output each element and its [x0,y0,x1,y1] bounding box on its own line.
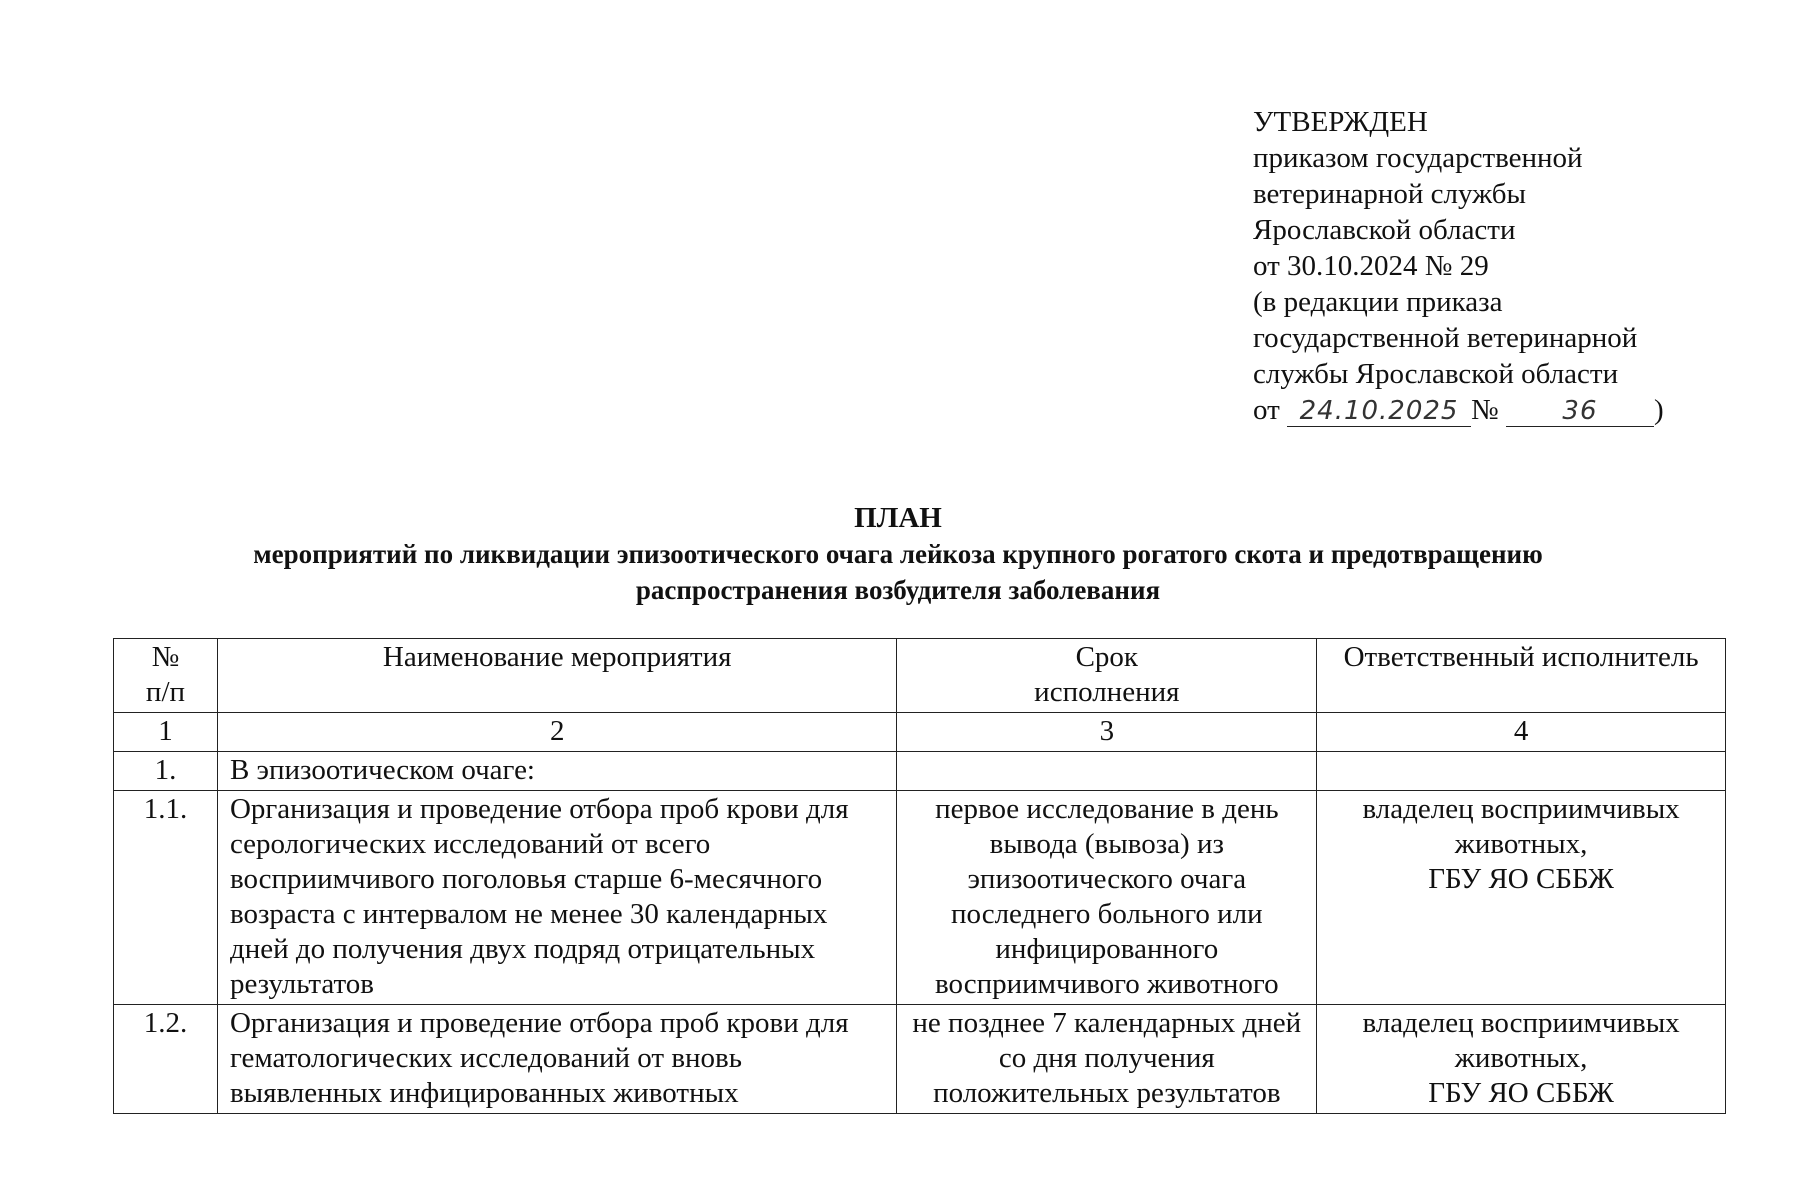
header-number [114,639,218,713]
document-subtitle-line2: распространения возбудителя заболевания [635,575,1161,605]
approval-stamp-block [1253,104,1713,428]
row-responsible [1317,1005,1726,1114]
row-activity: Организация и проведение отбора проб крови для гематологических исследований от вновь выявленных инфицированных животных [217,1005,896,1114]
responsible-line1: владелец восприимчивых животных, [1362,1007,1680,1074]
approval-line: (в редакции приказа [1253,286,1503,318]
from-prefix: от [1253,394,1280,426]
approval-line: Ярославской области [1253,214,1516,246]
document-subtitle-line1: мероприятий по ликвидации эпизоотического очага лейкоза крупного рогатого скота и предотвращению [253,539,1543,569]
table-row [114,1005,1726,1114]
row-responsible [1317,791,1726,1005]
document-title: ПЛАН [854,502,942,534]
row-activity: Организация и проведение отбора проб крови для серологических исследований от всего восприимчивого поголовья старше 6-месячного возраста с интервалом не менее 30 календарных дней до получения двух подряд отрицательных результатов [217,791,896,1005]
approval-order-date: от 30.10.2024 № 29 [1253,250,1489,282]
row-number: 1. [114,752,218,791]
row-responsible [1317,752,1726,791]
column-number: 1 [114,713,218,752]
row-deadline: не позднее 7 календарных дней со дня получения положительных результатов [897,1005,1317,1114]
header-deadline-line1: Срок [1075,641,1139,673]
header-number-line2: п/п [145,676,186,708]
header-deadline-line2: исполнения [1034,676,1180,708]
closing-paren: ) [1653,394,1664,426]
approval-line: ветеринарной службы [1253,178,1526,210]
table-row [114,791,1726,1005]
table-row [114,752,1726,791]
column-number: 3 [897,713,1317,752]
header-deadline [897,639,1317,713]
responsible-line1: владелец восприимчивых животных, [1362,793,1680,860]
column-number: 4 [1317,713,1726,752]
header-activity: Наименование мероприятия [217,639,896,713]
handwritten-number: 36 [1506,396,1654,427]
handwritten-date: 24.10.2025 [1287,396,1471,427]
column-number-row [114,713,1726,752]
number-sign: № [1471,394,1499,426]
header-responsible: Ответственный исполнитель [1317,639,1726,713]
row-number: 1.2. [114,1005,218,1114]
approval-line: государственной ветеринарной [1253,322,1638,354]
row-number: 1.1. [114,791,218,1005]
row-deadline [897,752,1317,791]
approval-line: приказом государственной [1253,142,1583,174]
row-activity: В эпизоотическом очаге: [217,752,896,791]
header-number-line1: № [151,641,180,673]
row-deadline: первое исследование в день вывода (вывоза) из эпизоотического очага последнего больного или инфицированного восприимчивого животного [897,791,1317,1005]
responsible-line2: ГБУ ЯО СББЖ [1428,863,1614,895]
amendment-date-line [1253,392,1713,428]
plan-table [113,638,1726,1114]
approval-heading: УТВЕРЖДЕН [1253,106,1428,138]
column-number: 2 [217,713,896,752]
document-title-block [100,500,1696,608]
approval-line: службы Ярославской области [1253,358,1619,390]
table-header-row [114,639,1726,713]
responsible-line2: ГБУ ЯО СББЖ [1428,1077,1614,1109]
